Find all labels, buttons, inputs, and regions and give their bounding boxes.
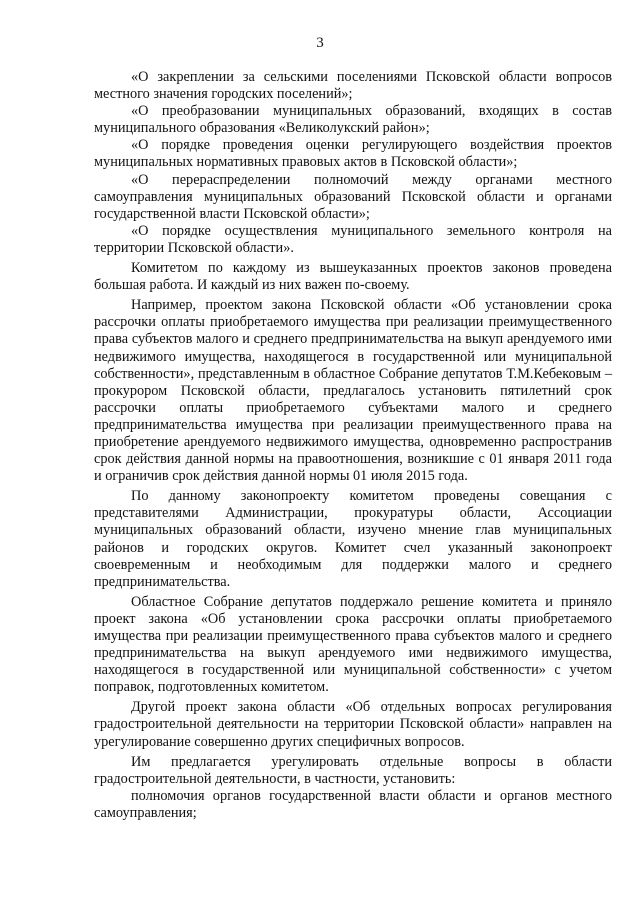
paragraph: «О порядке осуществления муниципального земельного контроля на территории Псковской области».: [94, 222, 612, 256]
paragraph: «О преобразовании муниципальных образований, входящих в состав муниципального образования «Великолукский район»;: [94, 103, 612, 137]
paragraph: Комитетом по каждому из вышеуказанных проектов законов проведена большая работа. И каждый из них важен по-своему.: [94, 260, 612, 294]
page-number: 3: [316, 35, 324, 51]
paragraph: Другой проект закона области «Об отдельных вопросах регулирования градостроительной деятельности на территории Псковской области» направлен на урегулирование совершенно других специфичных вопросов.: [94, 699, 612, 750]
paragraph: Например, проектом закона Псковской области «Об установлении срока рассрочки оплаты приобретаемого имущества при реализации преимущественного права субъектов малого и среднего предпринимательства на выкуп арендуемого ими недвижимого имущества, находящегося в государственной или муниципальной собственности», представленным в областное Собрание депутатов Т.М.Кебековым – прокурором Псковской области, предлагалось установить пятилетний срок рассрочки оплаты приобретаемого субъектами малого и среднего предпринимательства имущества при реализации преимущественного права на приобретение арендуемого недвижимого имущества, одновременно распространив срок действия данной нормы на правоотношения, возникшие с 01 января 2011 года и ограничив срок действия данной нормы 01 июля 2015 года.: [94, 297, 612, 485]
paragraph: «О закреплении за сельскими поселениями Псковской области вопросов местного значения городских поселений»;: [94, 69, 612, 103]
paragraph: «О перераспределении полномочий между органами местного самоуправления муниципальных образований Псковской области и органами государственной власти Псковской области»;: [94, 171, 612, 222]
paragraph: полномочия органов государственной власти области и органов местного самоуправления;: [94, 787, 612, 821]
paragraph: По данному законопроекту комитетом проведены совещания с представителями Администрации, прокуратуры области, Ассоциации муниципальных образований области, изучено мнение глав муниципальных районов и городских округов. Комитет счел указанный законопроект своевременным и необходимым для поддержки малого и среднего предпринимательства.: [94, 488, 612, 590]
document-body: [94, 69, 612, 822]
paragraph: Областное Собрание депутатов поддержало решение комитета и приняло проект закона «Об установлении срока рассрочки оплаты приобретаемого имущества при реализации преимущественного права субъектов малого и среднего предпринимательства на выкуп арендуемого ими недвижимого имущества, находящегося в государственной или муниципальной собственности» с учетом поправок, подготовленных комитетом.: [94, 593, 612, 696]
paragraph: «О порядке проведения оценки регулирующего воздействия проектов муниципальных нормативных правовых актов в Псковской области»;: [94, 137, 612, 171]
paragraph: Им предлагается урегулировать отдельные вопросы в области градостроительной деятельности, в частности, установить:: [94, 753, 612, 787]
